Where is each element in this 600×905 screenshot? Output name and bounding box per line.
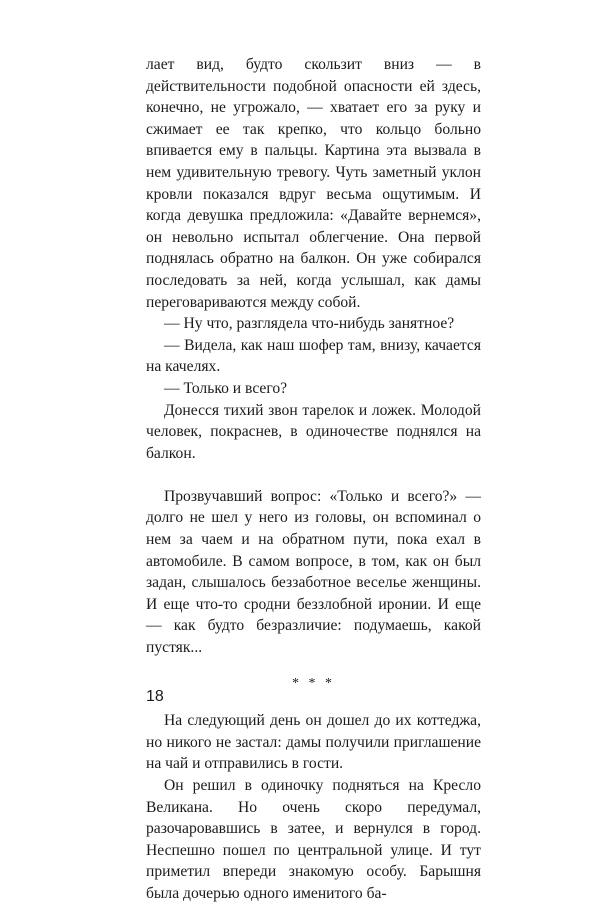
paragraph-5: Он решил в одиночку подняться на Кресло Великана. Но очень скоро передумал, разочаровавшись в затее, и вернулся в город. Неспешно пошел по центральной улице. И тут приметил впереди знакомую особу. Барышня была дочерью одного именитого ба-	[146, 777, 481, 902]
page-number: 18	[146, 688, 164, 705]
paragraph-2: Донесся тихий звон тарелок и ложек. Молодой человек, покраснев, в одиночестве поднялся на балкон.	[146, 401, 481, 462]
paragraph-1: лает вид, будто скользит вниз — в действительности подобной опасности ей здесь, конечно, не угрожало, — хватает его за руку и сжимает ее так крепко, что кольцо больно впивается ему в пальцы. Картина эта вызвала в нем удивительную тревогу. Чуть заметный уклон кровли показался вдруг весьма ощутимым. И когда девушка предложила: «Давайте вернемся», он невольно испытал облегчение. Она первой поднялась обратно на балкон. Он уже собирался последовать за ней, когда услышал, как дамы переговариваются между собой.	[146, 56, 481, 311]
section-gap	[146, 464, 481, 486]
dialogue-line-1: — Ну что, разглядела что-нибудь занятное?	[164, 315, 455, 333]
dialogue-line-2: — Видела, как наш шофер там, внизу, качается на качелях.	[146, 336, 481, 376]
paragraph-3: Прозвучавший вопрос: «Только и всего?» — долго не шел у него из головы, он вспоминал о нем за чаем и на обратном пути, пока ехал в автомобиле. В самом вопросе, в том, как он был задан, слышалось беззаботное веселье женщины. И еще что-то сродни беззлобной иронии. И еще — как будто безразличие: подумаешь, какой пустяк...	[146, 487, 481, 657]
paragraph-4: На следующий день он дошел до их коттеджа, но никого не застал: дамы получили приглашение на чай и отправились в гости.	[146, 712, 481, 773]
section-separator: * * *	[292, 675, 335, 691]
page-text	[146, 54, 481, 905]
dialogue-line-3: — Только и всего?	[164, 379, 288, 397]
